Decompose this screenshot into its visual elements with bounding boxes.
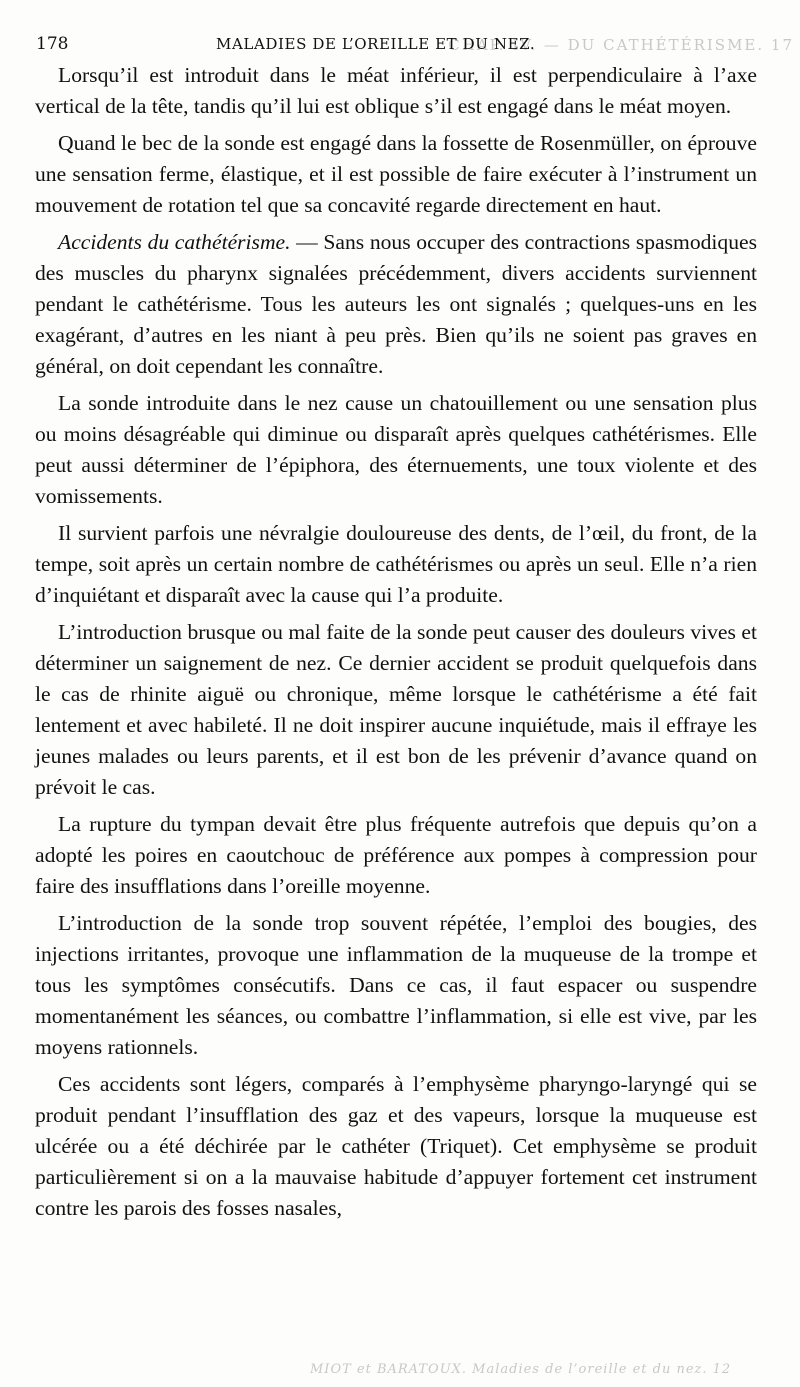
paragraph-text: Quand le bec de la sonde est engagé dans la fossette de Rosenmüller, on éprouve une sensation ferme, élastique, et il est possible de faire exécuter à l’instrument un mouvement de rotation tel que sa concavité regarde directement en haut. xyxy=(35,131,757,217)
paragraph xyxy=(35,388,757,512)
paragraph-text: L’introduction brusque ou mal faite de la sonde peut causer des douleurs vives et déterminer un saignement de nez. Ce dernier accident se produit quelquefois dans le cas de rhinite aiguë ou chronique, même lorsque le cathétérisme a été fait lentement et avec habileté. Il ne doit inspirer aucune inquiétude, mais il effraye les jeunes malades ou leurs parents, et il est bon de les prévenir d’avance quand on prévoit le cas. xyxy=(35,620,757,799)
paragraph xyxy=(35,617,757,803)
show-through-header: CHAP. IV. — DU CATHÉTÉRISME. 17 xyxy=(448,36,794,54)
section-lead-heading: Accidents du cathétérisme. xyxy=(58,230,291,254)
show-through-footer: MIOT et BARATOUX. Maladies de l’oreille et du nez. 12 xyxy=(310,1362,732,1377)
paragraph-text: — Sans nous occuper des contractions spasmodiques des muscles du pharynx signalées précédemment, divers accidents surviennent pendant le cathétérisme. Tous les auteurs les ont signalés ; quelques-uns en les exagérant, d’autres en les niant à peu près. Bien qu’ils ne soient pas graves en général, on doit cependant les connaître. xyxy=(35,230,757,378)
paragraph xyxy=(35,809,757,902)
paragraph-text: Il survient parfois une névralgie douloureuse des dents, de l’œil, du front, de la tempe, soit après un certain nombre de cathétérismes ou après un seul. Elle n’a rien d’inquiétant et disparaît avec la cause qui l’a produite. xyxy=(35,521,757,607)
paragraph-text: Lorsqu’il est introduit dans le méat inférieur, il est perpendiculaire à l’axe vertical de la tête, tandis qu’il lui est oblique s’il est engagé dans le méat moyen. xyxy=(35,63,757,118)
paragraph xyxy=(35,128,757,221)
paragraph xyxy=(35,518,757,611)
paragraph-text: La sonde introduite dans le nez cause un chatouillement ou une sensation plus ou moins désagréable qui diminue ou disparaît après quelques cathétérismes. Elle peut aussi déterminer de l’épiphora, des éternuements, une toux violente et des vomissements. xyxy=(35,391,757,508)
running-head: MALADIES DE L’OREILLE ET DU NEZ. xyxy=(216,35,536,53)
page-header xyxy=(36,34,596,56)
paragraph-text: Ces accidents sont légers, comparés à l’emphysème pharyngo-laryngé qui se produit pendant l’insufflation des gaz et des vapeurs, lorsque la muqueuse est ulcérée ou a été déchirée par le cathéter (Triquet). Cet emphysème se produit particulièrement si on a la mauvaise habitude d’appuyer fortement cet instrument contre les parois des fosses nasales, xyxy=(35,1072,757,1220)
paragraph xyxy=(35,908,757,1063)
paragraph xyxy=(35,227,757,382)
page-number: 178 xyxy=(36,34,69,54)
paragraph xyxy=(35,60,757,122)
body-text xyxy=(35,60,757,1230)
paragraph xyxy=(35,1069,757,1224)
paragraph-text: La rupture du tympan devait être plus fréquente autrefois que depuis qu’on a adopté les poires en caoutchouc de préférence aux pompes à compression pour faire des insufflations dans l’oreille moyenne. xyxy=(35,812,757,898)
paragraph-text: L’introduction de la sonde trop souvent répétée, l’emploi des bougies, des injections irritantes, provoque une inflammation de la muqueuse de la trompe et tous les symptômes consécutifs. Dans ce cas, il faut espacer ou suspendre momentanément les séances, ou combattre l’inflammation, si elle est vive, par les moyens rationnels. xyxy=(35,911,757,1059)
